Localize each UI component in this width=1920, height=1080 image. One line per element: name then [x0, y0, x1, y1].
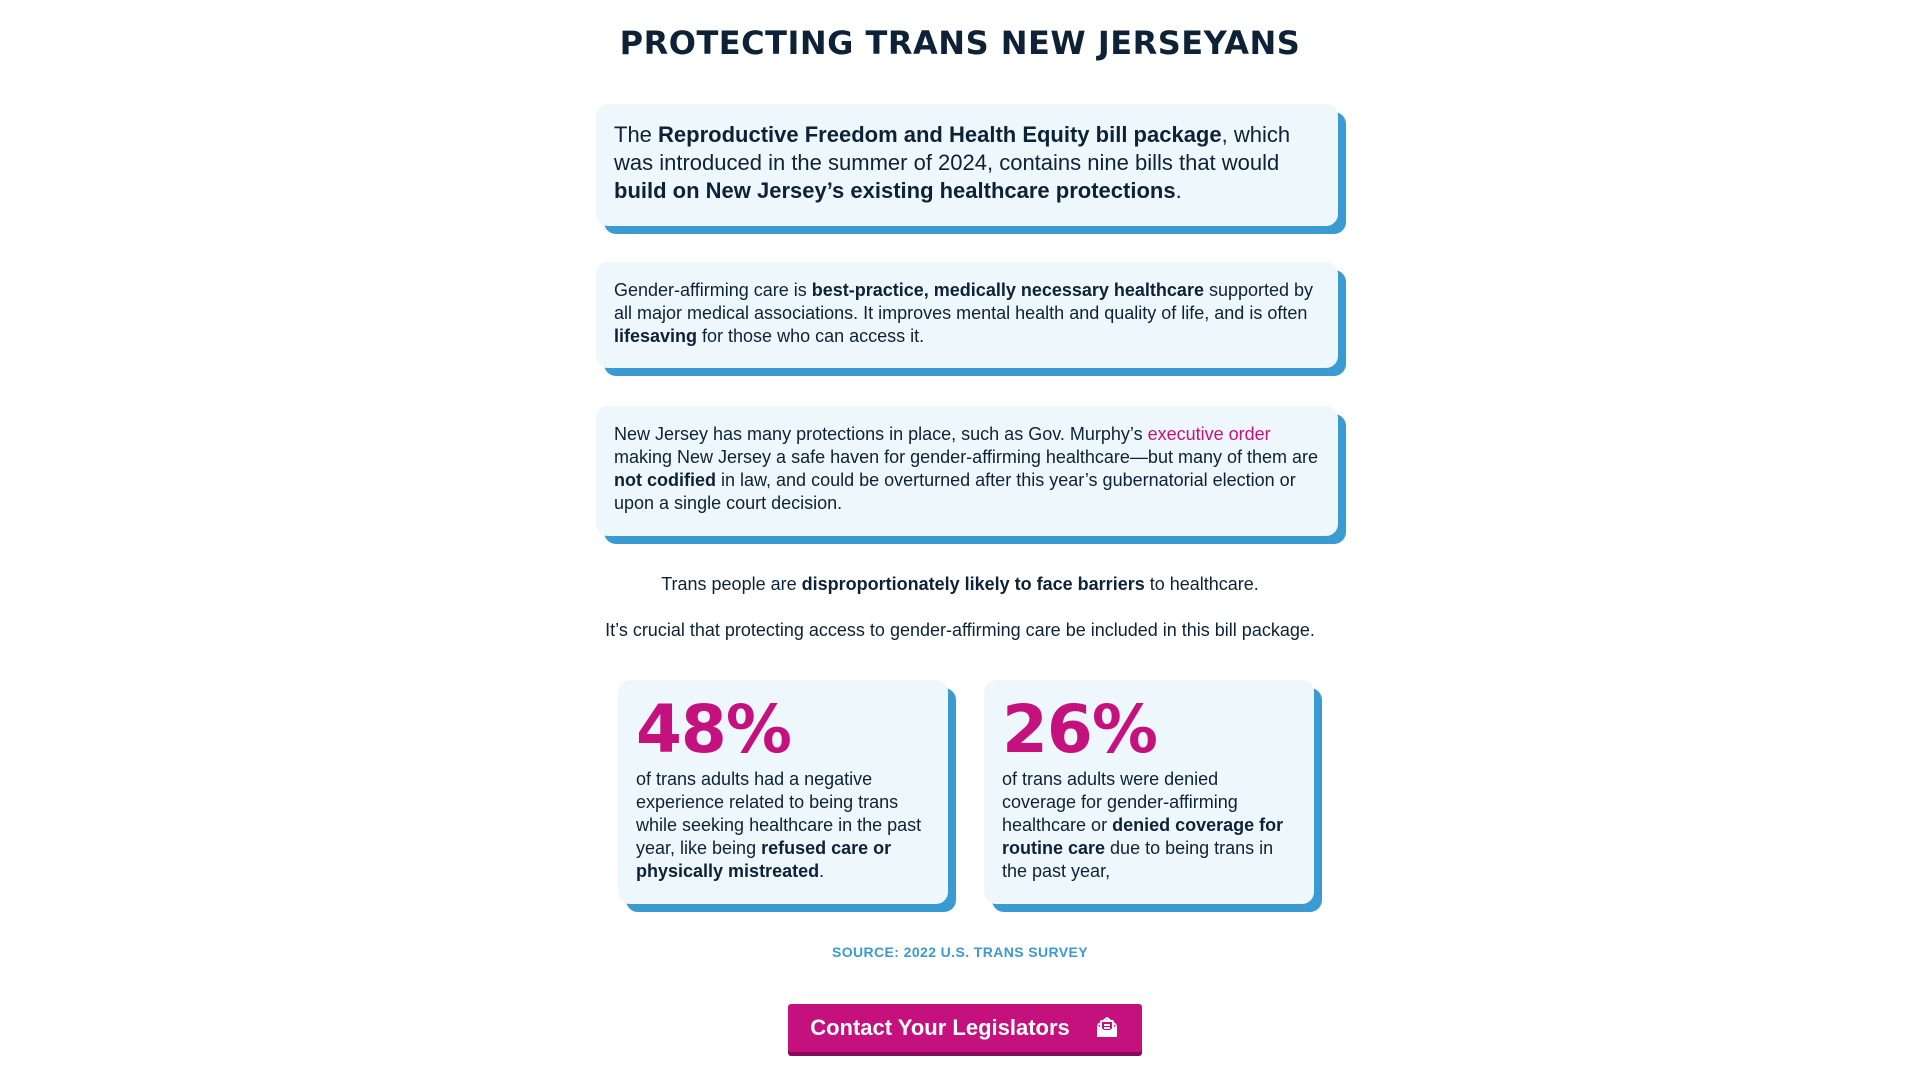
page-title: PROTECTING TRANS NEW JERSEYANS: [619, 24, 1301, 62]
protections-text-part: in law, and could be overturned after this year’s gubernatorial election or upon a single court decision.: [614, 470, 1296, 513]
gac-bold-lifesaving: lifesaving: [614, 326, 698, 346]
barriers-text-part: Trans people are: [661, 574, 802, 594]
protections-bold-not-codified: not codified: [614, 470, 716, 490]
stat-description: [636, 768, 930, 883]
stat-text-part: .: [819, 861, 825, 881]
stat-bold: denied coverage for routine care: [1002, 815, 1284, 858]
intro-text-part: .: [1175, 178, 1182, 203]
protections-card: [596, 406, 1338, 536]
intro-text-part: The: [614, 122, 659, 147]
stat-bold: refused care or physically mistreated: [636, 838, 892, 881]
stat-card-48: [618, 680, 948, 904]
barriers-bold: disproportionately likely to face barriers: [801, 574, 1145, 594]
stat-text-part: of trans adults had a negative experience related to being trans while seeking healthcare in the past year, like being: [636, 769, 922, 858]
gac-text-part: for those who can access it.: [697, 326, 925, 346]
stat-number: 48%: [636, 691, 791, 768]
protections-text-part: making New Jersey a safe haven for gender-affirming healthcare—but many of them are: [614, 447, 1319, 467]
gac-bold-necessary: best-practice, medically necessary healthcare: [811, 280, 1204, 300]
stat-text-part: of trans adults were denied coverage for gender-affirming healthcare or: [1002, 769, 1238, 835]
stat-card-26: [984, 680, 1314, 904]
source-citation: SOURCE: 2022 U.S. TRANS SURVEY: [831, 944, 1089, 960]
intro-bold-protections: build on New Jersey’s existing healthcare protections: [614, 178, 1176, 203]
stat-text-part: due to being trans in the past year,: [1002, 838, 1274, 881]
gender-affirming-card: [596, 262, 1338, 368]
contact-legislators-label: Contact Your Legislators: [810, 1015, 1070, 1040]
crucial-statement: It’s crucial that protecting access to gender-affirming care be included in this bill package.: [605, 620, 1315, 640]
mail-envelope-icon: [1094, 1016, 1120, 1040]
executive-order-link[interactable]: executive order: [1147, 424, 1271, 444]
gac-text-part: supported by all major medical associations. It improves mental health and quality of life, and is often: [614, 280, 1314, 323]
stat-number: 26%: [1002, 691, 1157, 768]
gender-affirming-text: [614, 279, 1320, 348]
stat-description: [1002, 768, 1296, 883]
intro-card: [596, 104, 1338, 226]
gac-text-part: Gender-affirming care is: [614, 280, 812, 300]
intro-text-part: , which was introduced in the summer of 2024, contains nine bills that would: [614, 122, 1291, 175]
intro-bold-bill-package: Reproductive Freedom and Health Equity bill package: [658, 122, 1222, 147]
intro-text: [614, 121, 1320, 205]
protections-text: [614, 423, 1320, 515]
protections-text-part: New Jersey has many protections in place, such as Gov. Murphy’s: [614, 424, 1148, 444]
barriers-text-part: to healthcare.: [1144, 574, 1259, 594]
contact-legislators-button[interactable]: [788, 1004, 1142, 1052]
barriers-statement: [0, 574, 1920, 595]
